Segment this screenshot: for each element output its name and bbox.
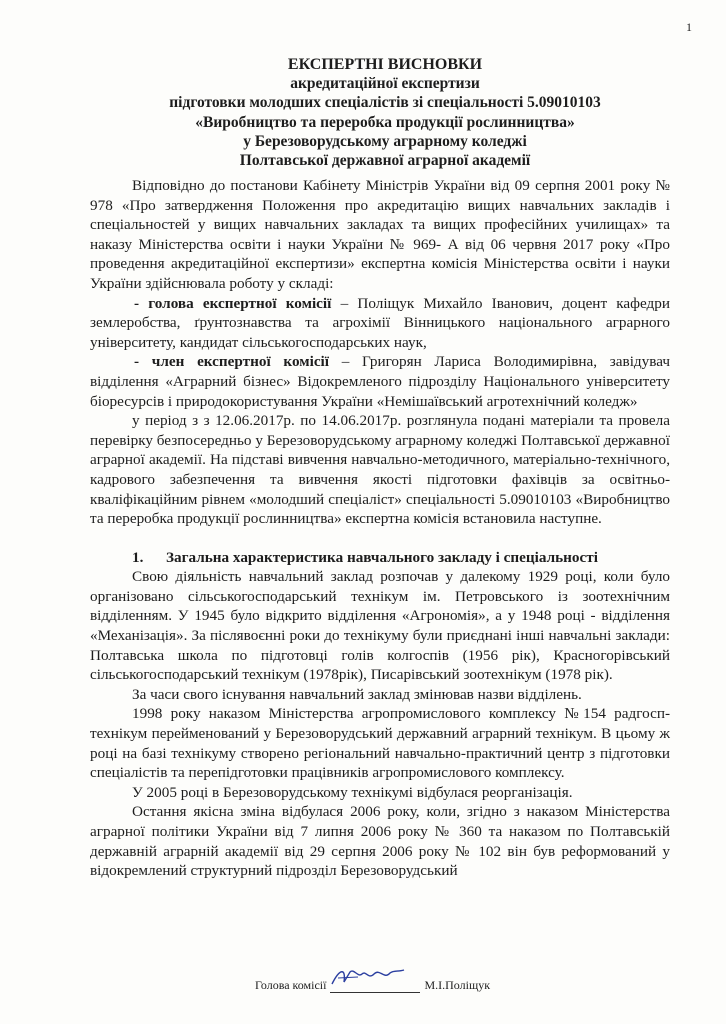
signature-label: Голова комісії xyxy=(255,978,327,992)
page-number: 1 xyxy=(686,20,692,34)
commission-member-paragraph xyxy=(90,352,670,411)
section-heading xyxy=(90,548,670,568)
head-details: – Поліщук Михайло Іванович, доцент кафедри землеробства, ґрунтознавства та агрохімії Вінницького національного аграрного університету, кандидат сільськогосподарських наук, xyxy=(90,294,671,351)
section-number: 1. xyxy=(132,548,144,566)
signatory-name: М.І.Поліщук xyxy=(424,978,491,992)
history-paragraph: За часи свого існування навчальний заклад змінював назви відділень. xyxy=(132,685,582,703)
title-line-1: ЕКСПЕРТНІ ВИСНОВКИ xyxy=(287,56,483,73)
title-line-4: «Виробництво та переробка продукції рослинництва» xyxy=(195,113,575,131)
history-paragraph: Остання якісна зміна відбулася 2006 року, коли, згідно з наказом Міністерства аграрної політики України від 7 липня 2006 року № 360 та наказом по Полтавській державній аграрній академії від 29 серпня 2006 року № 102 він був реформований у відокремлений структурний підрозділ Березоворудський xyxy=(90,803,670,880)
history-paragraph: У 2005 році в Березоворудському технікумі відбулася реорганізація. xyxy=(132,783,573,801)
title-line-6: Полтавської державної аграрної академії xyxy=(239,152,531,170)
commission-head-paragraph xyxy=(90,294,670,353)
title-line-5: у Березоворудському аграрному коледжі xyxy=(243,132,527,150)
section-title: Загальна характеристика навчального закладу і спеціальності xyxy=(166,548,598,566)
intro-paragraph: Відповідно до постанови Кабінету Міністрів України від 09 серпня 2001 року № 978 «Про затвердження Положення про акредитацію вищих навчальних закладів і спеціальностей у вищих навчальних закладах та вищих професійних училищах» та наказу Міністерства освіти і науки України № 969- А від 06 червня 2017 року «Про проведення акредитаційної експертизи» експертна комісія Міністерства освіти і науки України здійснювала роботу у складі: xyxy=(90,177,670,292)
document-title xyxy=(100,55,670,170)
history-paragraph: Свою діяльність навчальний заклад розпочав у далекому 1929 році, коли було організовано сільськогосподарський технікум ім. Петровського із зоотехнічним відділенням. У 1945 було відкрито відділення «Агрономія», а у 1948 році - відділення «Механізація». За післявоєнні роки до технікуму були приєднані інші навчальні заклади: Полтавська школа по підготовці голів колгоспів (1956 рік), Красногорівський сільськогосподарський технікум (1978рік), Писарівський зоотехнікум (1978 рік). xyxy=(90,568,670,684)
member-role-label: - член експертної комісії xyxy=(134,353,329,371)
signature-footer xyxy=(255,976,585,993)
period-paragraph: у період з з 12.06.2017р. по 14.06.2017р. розглянула подані матеріали та провела перевірку безпосередньо у Березоворудському аграрному коледжі Полтавської державної аграрної академії. На підставі вивчення навчально-методичного, матеріально-технічного, кадрового забезпечення та вивчення якості підготовки фахівців за освітньо-кваліфікаційним рівнем «молодший спеціаліст» спеціальності 5.09010103 «Виробництво та переробка продукції рослинництва» експертна комісія встановила наступне. xyxy=(90,412,670,528)
title-line-2: акредитаційної експертизи xyxy=(290,75,480,93)
history-paragraph: 1998 року наказом Міністерства агропромислового комплексу №154 радгосп-технікум перейменований у Березоворудський державний аграрний технікум. В цьому ж році на базі технікуму створено регіональний навчально-практичний центр з підготовки спеціалістів та перепідготовки працівників агропромислового комплексу. xyxy=(90,705,670,782)
document-body xyxy=(90,176,670,881)
head-role-label: - голова експертної комісії xyxy=(134,294,332,312)
title-line-3: підготовки молодших спеціалістів зі спеціальності 5.09010103 xyxy=(169,94,601,112)
signature-line xyxy=(330,976,420,993)
member-details: – Григорян Лариса Володимирівна, завідувач відділення «Аграрний бізнес» Відокремленого підрозділу Національного університету біоресурсів і природокористування України «Немішаївський агротехнічний коледж» xyxy=(90,353,670,410)
handwritten-signature xyxy=(328,964,408,990)
